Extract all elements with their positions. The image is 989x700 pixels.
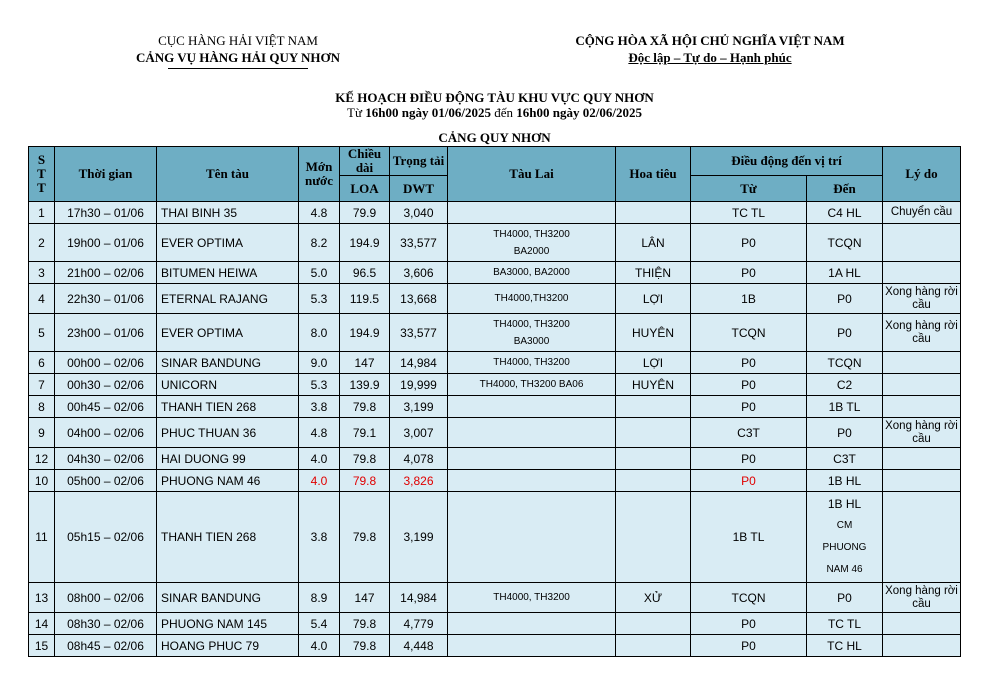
cell-to (807, 470, 883, 492)
cell-pilot: LỢI (616, 284, 691, 314)
cell-from: P0 (691, 374, 807, 396)
table-row (29, 396, 961, 418)
to-line: TCQN (827, 355, 862, 370)
cell-ship-name: EVER OPTIMA (157, 224, 299, 262)
to-line: PHUONG (822, 542, 867, 553)
cell-dwt: 33,577 (390, 314, 448, 352)
tug-line: TH4000, TH3200 (493, 357, 570, 368)
cell-from: 1B (691, 284, 807, 314)
cell-reason (883, 470, 961, 492)
ship-movement-table (28, 146, 961, 657)
cell-reason (883, 262, 961, 284)
cell-loa: 79.8 (340, 470, 390, 492)
to-line: TC TL (827, 616, 862, 631)
cell-loa: 79.8 (340, 396, 390, 418)
cell-pilot: LÂN (616, 224, 691, 262)
cell-dwt: 19,999 (390, 374, 448, 396)
cell-loa: 119.5 (340, 284, 390, 314)
cell-time: 04h00 – 02/06 (55, 418, 157, 448)
cell-dwt: 14,984 (390, 583, 448, 613)
cell-ship-name: ETERNAL RAJANG (157, 284, 299, 314)
cell-pilot (616, 492, 691, 583)
cell-pilot: LỢI (616, 352, 691, 374)
cell-to (807, 613, 883, 635)
cell-stt: 8 (29, 396, 55, 418)
cell-to (807, 635, 883, 657)
cell-dwt: 3,826 (390, 470, 448, 492)
cell-draft: 4.0 (299, 448, 340, 470)
cell-ship-name: HOANG PHUC 79 (157, 635, 299, 657)
to-line: C3T (833, 451, 856, 466)
cell-dwt: 4,779 (390, 613, 448, 635)
cell-reason (883, 635, 961, 657)
to-line: 1B TL (828, 399, 861, 414)
table-row (29, 418, 961, 448)
cell-tug (448, 202, 616, 224)
cell-reason (883, 352, 961, 374)
to-line: 1A HL (828, 265, 861, 280)
table-row (29, 492, 961, 583)
col-time: Thời gian (55, 147, 157, 202)
to-line: 1B HL (827, 497, 862, 511)
cell-ship-name: SINAR BANDUNG (157, 352, 299, 374)
cell-to (807, 374, 883, 396)
cell-time: 00h00 – 02/06 (55, 352, 157, 374)
period-end: 16h00 ngày 02/06/2025 (516, 105, 642, 120)
cell-pilot (616, 202, 691, 224)
cell-dwt: 4,078 (390, 448, 448, 470)
cell-reason: Xong hàng rời cầu (883, 314, 961, 352)
cell-time: 00h30 – 02/06 (55, 374, 157, 396)
cell-draft: 4.0 (299, 470, 340, 492)
col-to: Đến (807, 176, 883, 202)
document-period (0, 105, 989, 120)
cell-time: 23h00 – 01/06 (55, 314, 157, 352)
cell-dwt: 13,668 (390, 284, 448, 314)
cell-to (807, 284, 883, 314)
cell-draft: 5.3 (299, 284, 340, 314)
table-row (29, 470, 961, 492)
col-move-group: Điều động đến vị trí (691, 147, 883, 176)
cell-from: P0 (691, 448, 807, 470)
cell-draft: 5.0 (299, 262, 340, 284)
cell-draft: 5.4 (299, 613, 340, 635)
cell-loa: 79.8 (340, 613, 390, 635)
authority-header (128, 32, 348, 69)
cell-ship-name: THANH TIEN 268 (157, 492, 299, 583)
col-ship-name: Tên tàu (157, 147, 299, 202)
cell-draft: 4.8 (299, 202, 340, 224)
port-name: CẢNG QUY NHƠN (438, 130, 551, 145)
cell-loa: 139.9 (340, 374, 390, 396)
cell-ship-name: SINAR BANDUNG (157, 583, 299, 613)
cell-to (807, 583, 883, 613)
cell-pilot: HUYÊN (616, 314, 691, 352)
cell-tug (448, 314, 616, 352)
tug-line: TH4000,TH3200 (494, 293, 569, 304)
cell-to (807, 352, 883, 374)
cell-tug (448, 418, 616, 448)
country-name: CỘNG HÒA XÃ HỘI CHỦ NGHĨA VIỆT NAM (575, 33, 845, 48)
cell-draft: 3.8 (299, 396, 340, 418)
cell-time: 19h00 – 01/06 (55, 224, 157, 262)
cell-stt: 9 (29, 418, 55, 448)
cell-draft: 3.8 (299, 492, 340, 583)
cell-from: P0 (691, 470, 807, 492)
cell-ship-name: PHUONG NAM 145 (157, 613, 299, 635)
cell-tug (448, 492, 616, 583)
table-row (29, 262, 961, 284)
table-row (29, 635, 961, 657)
cell-pilot (616, 418, 691, 448)
cell-pilot: HUYÊN (616, 374, 691, 396)
cell-from: P0 (691, 352, 807, 374)
cell-dwt: 14,984 (390, 352, 448, 374)
cell-stt: 14 (29, 613, 55, 635)
cell-ship-name: BITUMEN HEIWA (157, 262, 299, 284)
to-line: NAM 46 (826, 564, 863, 575)
cell-draft: 5.3 (299, 374, 340, 396)
to-line: P0 (837, 425, 852, 440)
col-pilot: Hoa tiêu (616, 147, 691, 202)
cell-time: 08h00 – 02/06 (55, 583, 157, 613)
cell-ship-name: THAI BINH 35 (157, 202, 299, 224)
cell-stt: 10 (29, 470, 55, 492)
cell-time: 08h45 – 02/06 (55, 635, 157, 657)
cell-time: 21h00 – 02/06 (55, 262, 157, 284)
cell-dwt: 33,577 (390, 224, 448, 262)
cell-tug (448, 396, 616, 418)
header-divider (168, 68, 308, 69)
cell-reason (883, 224, 961, 262)
cell-dwt: 4,448 (390, 635, 448, 657)
table-row (29, 583, 961, 613)
cell-pilot (616, 396, 691, 418)
cell-pilot (616, 448, 691, 470)
col-length: Chiều dài (340, 147, 390, 176)
cell-stt: 5 (29, 314, 55, 352)
cell-loa: 79.8 (340, 635, 390, 657)
to-line: TCQN (827, 235, 862, 250)
cell-from: P0 (691, 396, 807, 418)
cell-loa: 194.9 (340, 314, 390, 352)
table-row (29, 352, 961, 374)
cell-reason (883, 448, 961, 470)
cell-dwt: 3,199 (390, 396, 448, 418)
table-row (29, 314, 961, 352)
cell-dwt: 3,040 (390, 202, 448, 224)
col-weight: Trọng tải (390, 147, 448, 176)
cell-time: 22h30 – 01/06 (55, 284, 157, 314)
table-row (29, 224, 961, 262)
cell-stt: 4 (29, 284, 55, 314)
cell-reason: Xong hàng rời cầu (883, 284, 961, 314)
cell-from: 1B TL (691, 492, 807, 583)
cell-draft: 4.0 (299, 635, 340, 657)
cell-ship-name: EVER OPTIMA (157, 314, 299, 352)
col-tug: Tàu Lai (448, 147, 616, 202)
cell-loa: 96.5 (340, 262, 390, 284)
period-prefix: Từ (347, 105, 366, 120)
cell-ship-name: PHUONG NAM 46 (157, 470, 299, 492)
cell-stt: 12 (29, 448, 55, 470)
to-line: 1B HL (827, 473, 862, 488)
cell-loa: 79.9 (340, 202, 390, 224)
cell-tug (448, 284, 616, 314)
cell-pilot: THIỆN (616, 262, 691, 284)
cell-reason (883, 613, 961, 635)
cell-to (807, 224, 883, 262)
cell-to (807, 314, 883, 352)
col-stt: S T T (29, 147, 55, 202)
cell-dwt: 3,007 (390, 418, 448, 448)
cell-ship-name: PHUC THUAN 36 (157, 418, 299, 448)
cell-from: P0 (691, 262, 807, 284)
cell-reason (883, 396, 961, 418)
cell-reason: Xong hàng rời cầu (883, 583, 961, 613)
cell-from: C3T (691, 418, 807, 448)
cell-tug (448, 470, 616, 492)
cell-stt: 15 (29, 635, 55, 657)
authority-name: CỤC HÀNG HẢI VIỆT NAM (158, 33, 318, 48)
tug-line: BA2000 (513, 245, 550, 257)
cell-ship-name: THANH TIEN 268 (157, 396, 299, 418)
col-loa: LOA (340, 176, 390, 202)
table-row (29, 284, 961, 314)
cell-tug (448, 374, 616, 396)
cell-from: TCQN (691, 583, 807, 613)
cell-from: P0 (691, 635, 807, 657)
cell-reason: Chuyển cầu (883, 202, 961, 224)
cell-dwt: 3,199 (390, 492, 448, 583)
cell-tug (448, 613, 616, 635)
cell-to (807, 202, 883, 224)
cell-time: 17h30 – 01/06 (55, 202, 157, 224)
cell-stt: 13 (29, 583, 55, 613)
to-line: CM (836, 520, 853, 531)
cell-tug (448, 224, 616, 262)
cell-stt: 6 (29, 352, 55, 374)
national-header (540, 32, 880, 66)
cell-draft: 9.0 (299, 352, 340, 374)
to-line: P0 (837, 325, 852, 340)
cell-tug (448, 262, 616, 284)
table-row (29, 202, 961, 224)
cell-draft: 8.9 (299, 583, 340, 613)
cell-to (807, 396, 883, 418)
document-title-block (0, 90, 989, 120)
cell-from: TC TL (691, 202, 807, 224)
table-body (29, 202, 961, 657)
tug-line: TH4000, TH3200 (493, 318, 570, 330)
cell-loa: 147 (340, 352, 390, 374)
tug-line: BA3000 (513, 335, 550, 347)
col-from: Từ (691, 176, 807, 202)
motto: Độc lập – Tự do – Hạnh phúc (628, 50, 792, 65)
document-title: KẾ HOẠCH ĐIỀU ĐỘNG TÀU KHU VỰC QUY NHƠN (335, 90, 654, 105)
cell-pilot: XỬ (616, 583, 691, 613)
cell-from: P0 (691, 613, 807, 635)
cell-pilot (616, 470, 691, 492)
cell-reason (883, 374, 961, 396)
cell-tug (448, 635, 616, 657)
tug-line: TH4000, TH3200 (493, 228, 570, 240)
period-start: 16h00 ngày 01/06/2025 (365, 105, 491, 120)
cell-time: 05h00 – 02/06 (55, 470, 157, 492)
cell-draft: 8.2 (299, 224, 340, 262)
cell-ship-name: HAI DUONG 99 (157, 448, 299, 470)
cell-loa: 79.8 (340, 492, 390, 583)
period-mid: đến (490, 105, 517, 120)
col-draft: Mớn nước (299, 147, 340, 202)
tug-line: TH4000, TH3200 (493, 592, 570, 603)
table-row (29, 613, 961, 635)
to-line: C4 HL (827, 205, 862, 220)
cell-time: 04h30 – 02/06 (55, 448, 157, 470)
cell-pilot (616, 635, 691, 657)
tug-line: TH4000, TH3200 BA06 (479, 379, 584, 390)
cell-from: TCQN (691, 314, 807, 352)
cell-pilot (616, 613, 691, 635)
cell-reason: Xong hàng rời cầu (883, 418, 961, 448)
cell-from: P0 (691, 224, 807, 262)
cell-stt: 1 (29, 202, 55, 224)
col-reason: Lý do (883, 147, 961, 202)
cell-draft: 8.0 (299, 314, 340, 352)
to-line: C2 (836, 377, 853, 392)
cell-to (807, 262, 883, 284)
to-line: TC HL (827, 638, 862, 653)
cell-reason (883, 492, 961, 583)
cell-loa: 194.9 (340, 224, 390, 262)
cell-to (807, 418, 883, 448)
cell-stt: 7 (29, 374, 55, 396)
to-line: P0 (837, 590, 852, 605)
cell-tug (448, 448, 616, 470)
port-authority-name: CẢNG VỤ HÀNG HẢI QUY NHƠN (135, 50, 341, 65)
cell-dwt: 3,606 (390, 262, 448, 284)
tug-line: BA3000, BA2000 (493, 267, 570, 278)
cell-loa: 79.8 (340, 448, 390, 470)
cell-stt: 11 (29, 492, 55, 583)
cell-tug (448, 583, 616, 613)
col-dwt: DWT (390, 176, 448, 202)
cell-stt: 3 (29, 262, 55, 284)
cell-tug (448, 352, 616, 374)
table-row (29, 448, 961, 470)
cell-stt: 2 (29, 224, 55, 262)
cell-to (807, 448, 883, 470)
to-line: P0 (837, 291, 852, 306)
cell-time: 00h45 – 02/06 (55, 396, 157, 418)
cell-time: 05h15 – 02/06 (55, 492, 157, 583)
cell-to (807, 492, 883, 583)
cell-time: 08h30 – 02/06 (55, 613, 157, 635)
table-row (29, 374, 961, 396)
cell-loa: 79.1 (340, 418, 390, 448)
cell-loa: 147 (340, 583, 390, 613)
cell-ship-name: UNICORN (157, 374, 299, 396)
cell-draft: 4.8 (299, 418, 340, 448)
